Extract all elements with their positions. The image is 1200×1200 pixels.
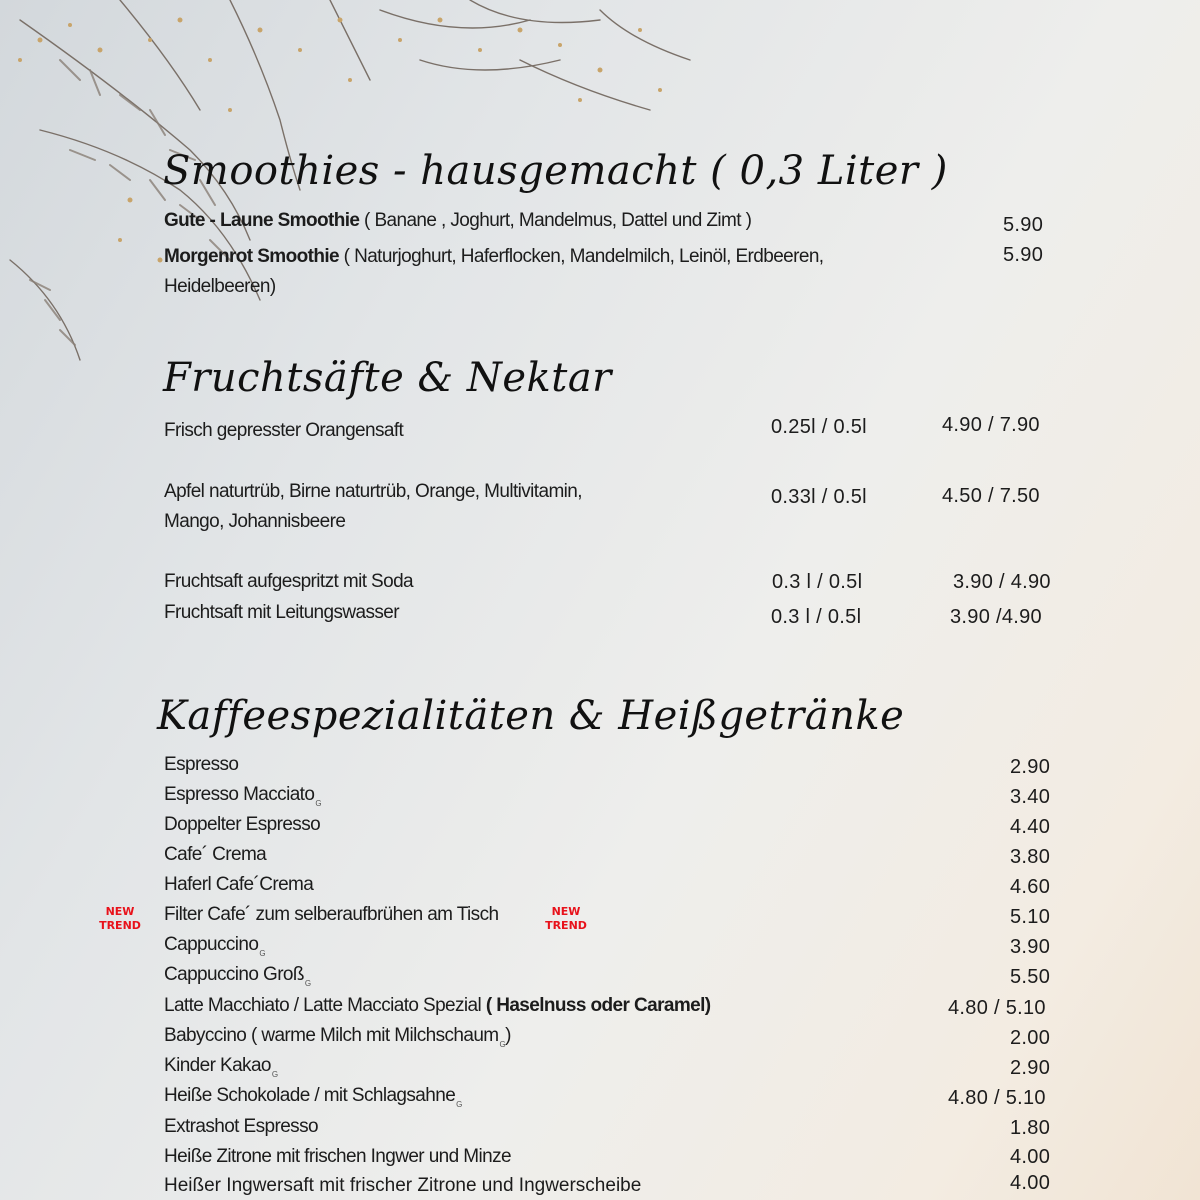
allergen-mark: G [304,979,311,988]
badge-line1: NEW [551,905,581,918]
section-title-smoothies: Smoothies - hausgemacht ( 0,3 Liter ) [163,148,948,194]
item-name: Latte Macchiato / Latte Macciato Spezial [164,995,486,1016]
item-name: Gute - Laune Smoothie [164,210,360,231]
new-trend-badge [96,902,144,934]
item-price: 3.90 /4.90 [950,606,1042,628]
item-name: Morgenrot Smoothie [164,246,339,267]
menu-item [164,1025,511,1049]
item-name: Espresso Macciato [164,784,315,805]
item-name: Espresso [164,754,239,775]
item-description: ( Banane , Joghurt, Mandelmus, Dattel und Zimt ) [359,210,752,231]
item-price: 3.90 [1010,936,1051,958]
item-note: ( Haselnuss oder Caramel) [485,995,711,1016]
item-description: ( Naturjoghurt, Haferflocken, Mandelmilch, Leinöl, Erdbeeren, [338,246,824,267]
menu-item [164,784,321,808]
item-name: Filter Cafe´ zum selberaufbrühen am Tisch [164,904,499,925]
item-name: Heiße Schokolade / mit Schlagsahne [164,1085,456,1106]
item-price: 4.00 [1010,1172,1051,1194]
item-name-cont: Mango, Johannisbeere [164,511,346,532]
item-description-cont: Heidelbeeren) [164,276,276,297]
menu-item [164,1055,278,1079]
item-size: 0.25l / 0.5l [771,416,867,438]
item-price: 2.00 [1010,1027,1051,1049]
allergen-mark: G [315,799,321,808]
item-price: 5.90 [1003,214,1044,236]
item-name: Frisch gepresster Orangensaft [164,420,404,441]
menu-item [164,934,265,958]
section-title-juices: Fruchtsäfte & Nektar [163,355,612,401]
menu-item [164,1085,462,1109]
item-price: 3.80 [1010,846,1051,868]
item-price: 1.80 [1010,1117,1051,1139]
menu-item [164,995,711,1017]
allergen-mark: G [456,1100,462,1109]
item-price: 2.90 [1010,1057,1051,1079]
new-trend-badge [542,902,590,934]
item-name: Babyccino ( warme Milch mit Milchschaum [164,1025,499,1046]
item-name: Fruchtsaft mit Leitungswasser [164,602,399,623]
item-price: 3.90 / 4.90 [953,571,1051,593]
item-price: 3.40 [1010,786,1051,808]
item-price: 5.90 [1003,244,1044,266]
item-price: 4.50 / 7.50 [942,485,1040,507]
menu-item [164,210,751,232]
badge-line2: TREND [99,919,141,932]
badge-line2: TREND [545,919,587,932]
item-price: 5.10 [1010,906,1051,928]
item-name: Cappuccino Groß [164,964,304,985]
item-name: Apfel naturtrüb, Birne naturtrüb, Orange, Multivitamin, [164,481,582,502]
item-price: 5.50 [1010,966,1051,988]
item-suffix: ) [505,1025,511,1046]
allergen-mark: G [259,949,265,958]
item-size: 0.3 l / 0.5l [771,606,862,628]
item-name: Heißer Ingwersaft mit frischer Zitrone und Ingwerscheibe [164,1175,642,1196]
section-title-coffee: Kaffeespezialitäten & Heißgetränke [157,693,905,739]
menu-item [164,964,311,988]
item-price: 4.40 [1010,816,1051,838]
item-price: 4.00 [1010,1146,1051,1168]
item-size: 0.3 l / 0.5l [772,571,863,593]
item-price: 4.90 / 7.90 [942,414,1040,436]
menu-item [164,246,824,268]
item-name: Extrashot Espresso [164,1116,318,1137]
item-name: Cappuccino [164,934,259,955]
item-name: Doppelter Espresso [164,814,321,835]
item-price: 4.60 [1010,876,1051,898]
allergen-mark: G [271,1070,278,1079]
item-name: Kinder Kakao [164,1055,271,1076]
allergen-mark: G [499,1040,506,1049]
item-name: Fruchtsaft aufgespritzt mit Soda [164,571,414,592]
item-price: 4.80 / 5.10 [948,1087,1046,1109]
item-size: 0.33l / 0.5l [771,486,867,508]
item-name: Heiße Zitrone mit frischen Ingwer und Minze [164,1146,511,1167]
item-price: 4.80 / 5.10 [948,997,1046,1019]
item-name: Haferl Cafe´Crema [164,874,314,895]
item-price: 2.90 [1010,756,1051,778]
item-name: Cafe´ Crema [164,844,267,865]
badge-line1: NEW [105,905,135,918]
